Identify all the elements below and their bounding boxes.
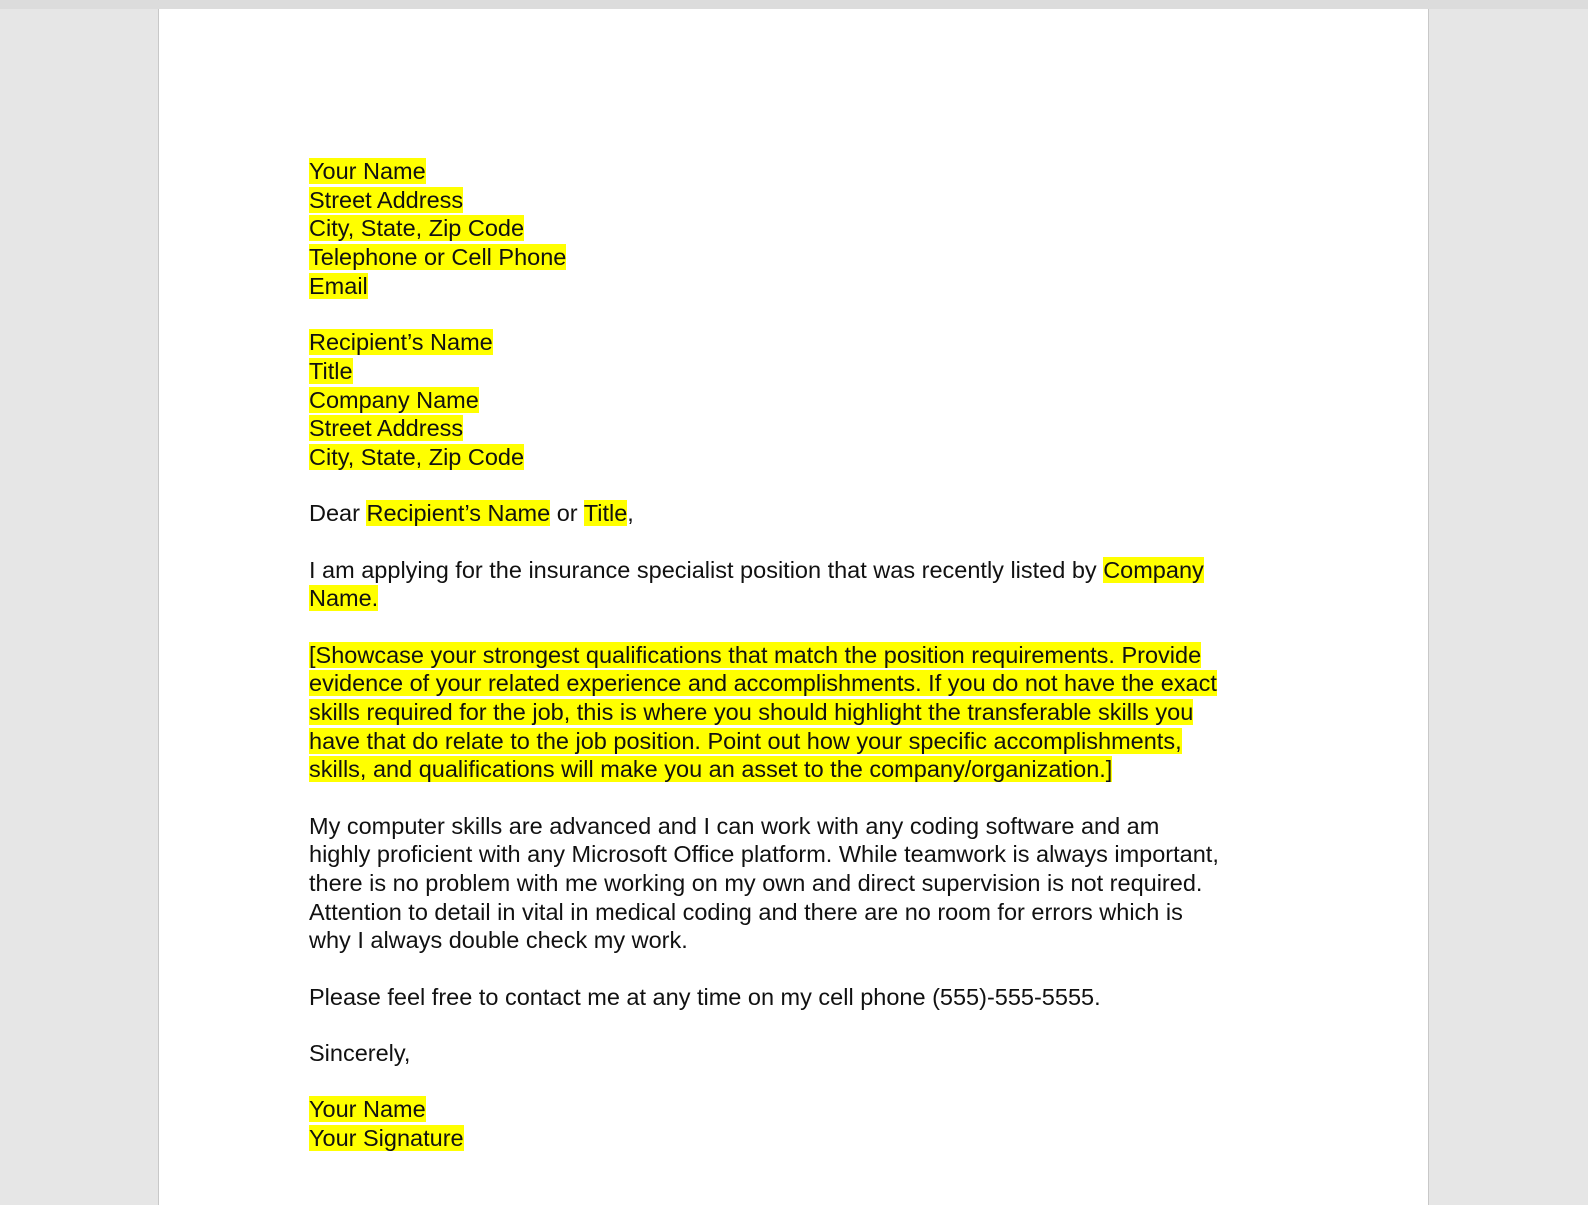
intro-company-part2: Name. (309, 585, 379, 612)
document-page[interactable] (158, 9, 1429, 1205)
qualifications-line: have that do relate to the job position. Point out how your specific accomplishments, (309, 727, 1182, 754)
sender-email: Email (309, 272, 368, 299)
qualifications-line: evidence of your related experience and accomplishments. If you do not have the exact (309, 670, 1217, 697)
salutation-title: Title (583, 500, 628, 527)
qualifications-line: skills, and qualifications will make you an asset to the company/organization.] (309, 756, 1113, 783)
window-top-edge (0, 0, 1588, 9)
salutation-prefix: Dear (309, 500, 367, 527)
skills-line: there is no problem with me working on my own and direct supervision is not required. (309, 870, 1203, 897)
skills-line: why I always double check my work. (309, 927, 688, 954)
signature-line: Your Signature (309, 1125, 464, 1152)
sender-phone: Telephone or Cell Phone (309, 244, 567, 271)
skills-line: highly proficient with any Microsoft Office platform. While teamwork is always important, (309, 841, 1219, 868)
letter-body (309, 157, 1289, 1153)
sender-address-block (309, 157, 1289, 301)
closing-text: Sincerely, (309, 1040, 411, 1067)
signature-name: Your Name (309, 1096, 426, 1123)
salutation-name: Recipient’s Name (366, 500, 551, 527)
salutation-suffix: , (627, 500, 634, 527)
recipient-company: Company Name (309, 386, 479, 413)
recipient-city: City, State, Zip Code (309, 443, 525, 470)
contact-paragraph (309, 983, 1289, 1012)
intro-text: I am applying for the insurance specialist position that was recently listed by (309, 556, 1104, 583)
signature-block (309, 1095, 1289, 1152)
intro-company-part1: Company (1103, 556, 1204, 583)
qualifications-line: [Showcase your strongest qualifications that match the position requirements. Provide (309, 641, 1202, 668)
recipient-street: Street Address (309, 415, 464, 442)
sender-city: City, State, Zip Code (309, 215, 525, 242)
recipient-title: Title (309, 357, 353, 384)
recipient-name: Recipient’s Name (309, 329, 493, 356)
contact-text: Please feel free to contact me at any time on my cell phone (555)-555-5555. (309, 983, 1101, 1010)
skills-paragraph (309, 812, 1289, 956)
closing (309, 1039, 1289, 1068)
qualifications-paragraph (309, 641, 1289, 785)
skills-line: Attention to detail in vital in medical coding and there are no room for errors which is (309, 898, 1183, 925)
recipient-address-block (309, 328, 1289, 472)
salutation-or: or (550, 500, 584, 527)
qualifications-line: skills required for the job, this is where you should highlight the transferable skills you (309, 698, 1194, 725)
skills-line: My computer skills are advanced and I can work with any coding software and am (309, 812, 1160, 839)
salutation (309, 499, 1289, 528)
sender-street: Street Address (309, 186, 464, 213)
sender-name: Your Name (309, 158, 426, 184)
intro-paragraph (309, 556, 1289, 613)
